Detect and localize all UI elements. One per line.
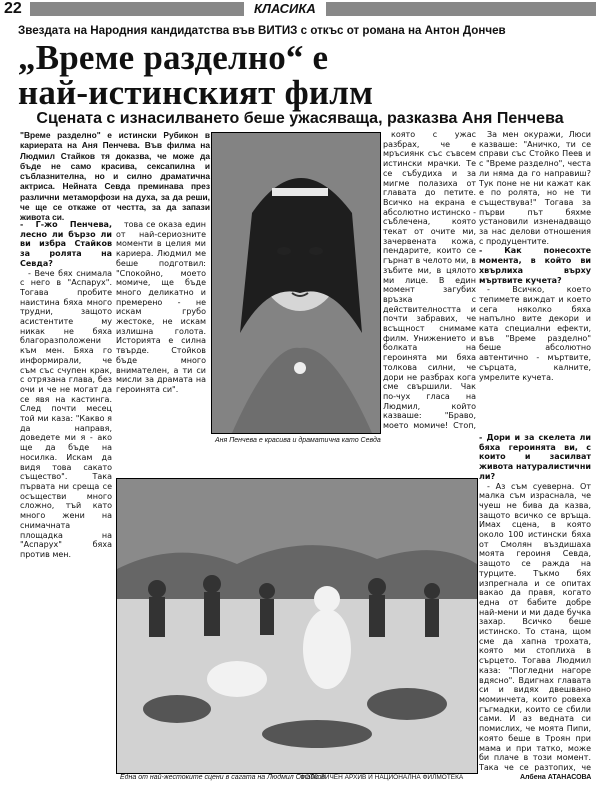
paragraph: - Всичко, което тепимете виждат и което сега няколко бяха напълно вите декори и ката специални ефекти, във "Време разделно" беше абсолютно автентично - мъртвите, сърцата, калните, умрелите кучета.: [479, 285, 591, 382]
paragraph: За мен окуражи, Люси казваше: "Аничко, ти се справи със Стойко Пеев и с "Време разделно", честа ли няма да го направиш? Тук поне не ни кажат как е по ролята, но не ти съществува!" Тогава за първи път бяхме установили изненадващо за нас делови отношения с продуцентите.: [479, 130, 591, 246]
section-label: КЛАСИКА: [244, 0, 326, 17]
headline-line-2: най-истинският филм: [18, 73, 374, 112]
photo-caption-top: Аня Пенчева е красива и драматична като Севда: [215, 437, 381, 444]
text-column-4-top: [383, 130, 476, 430]
photo-credit: ФОТО ЛИЧЕН АРХИВ И НАЦИОНАЛНА ФИЛМОТЕКА: [300, 774, 464, 781]
interview-question: - Дори и за скелета ли бяха героинята ви, с които и засилват живота натуралистични ли?: [479, 433, 591, 481]
article-kicker: Звездата на Народния кандидатства във ВИТИЗ с откъс от романа на Антон Дончев: [18, 24, 506, 37]
text-column-5-top: [479, 130, 591, 430]
photo-anya-penchova-as-sevda: [211, 132, 381, 434]
author-byline: Албена АТАНАСОВА: [520, 774, 592, 781]
paragraph: - Аз съм суеверна. От малка съм израснала, че чуеш не бива да казва, защото всичко се връща. Имах сцена, в която около 100 истински бяха от Смолян въздишаха моята героиня Севда, защото се ражда на турците. Тъкмо бях изпрегнала и се опитах вакао да правя, когато една от бабите добре най-мени и ми даде бучка захар. Всичко беше истинско. То стана, щом сме да хапна трохата, която ми стоплиха в сърцето. Тогава Людмил каза: "Погледни нагоре вдясно". Вдигнах главата си и видях двешвано моминчета, които ровеха гъгмадки, които се сбили сами. И аз ведната си помислих, че моята Пипи, която беше в Троян при мама и при татко, може би плаче в този момент. Така че се разтопих, че: [479, 481, 591, 772]
portrait-image: [212, 133, 380, 433]
article-subhead: Сцената с изнасилването беше ужасяваща, разказва Аня Пенчева: [36, 110, 564, 127]
text-column-2: [116, 220, 206, 472]
interview-question: - Как понесохте моментa, в който ви хвърлиха върху мъртвите кучета?: [479, 246, 591, 285]
paragraph: която с ужас разбрах, че е мръсиянк със съвсем истински мрачки. Те се събудиха и за мигме полазиха от главата до петите. Всичко на екрана е абсолютно истинско - съблечена, която текат от очите ми, зачервената кожа, пендарите, които се гърнат в челото ми, в зъбите ми, в цялото ми лице. В един момент загубих връзка с действителността и почти забравих, че всъщност снимаме филм. Унижението и болката на героинята ми бяха толкова силни, че дори не разбрах кога сме свършили. Чак по-чух гласа на Людмил, който казваше: "Браво, моето момиче! Стоп,: [383, 130, 476, 430]
text-column-1: [20, 220, 112, 580]
paragraph: - Вече бях снимала с него в "Аспарух". Тогава пробите наистина бяха много трудни, защото асистентите му никак не бяха благоразположени към мен. Бяха го информирали, че съм със счупен крак, с отрязана глава, без очи и че не могат да се явя на кастинга. След почти месец той ми каза: "Какво я да направя, доведете ми я - ако ще да бъде на носилка. Искам да видя това сакато същество". Така първата ни среща се осъществи много сложно, тъй като много жени на снимачната площадка на "Аспарух" бяха против мен.: [20, 268, 112, 559]
film-scene-image: [117, 479, 477, 773]
photo-caption-bottom: Една от най-жестоките сцени в сагата на Людмил Стайков: [120, 774, 326, 781]
photo-film-scene: [116, 478, 478, 774]
text-column-5-bottom: [479, 433, 591, 773]
interview-question: - Г-жо Пенчева, лесно ли бързо ли ви избра Стайков за ролята на Севда?: [20, 220, 112, 268]
headline-line-1: „Време разделно“ е: [18, 38, 329, 77]
article-lead: "Време разделно" е истински Рубикон в кариерата на Аня Пенчева. Във филма на Людмил Стайков тя доказва, че може да бъде не само красива, сексапилна и съблазнителна, но и силно драматична актриса. Нейната Севда преминава през различни метаморфози на духа, за да реши, че ще се откаже от честта, за да запази живота си.: [20, 130, 210, 223]
paragraph: това се оказа един от най-сериозните моменти в целия ми кариера. Людмил ме беше подготвил: "Спокойно, моето момиче, ще бъде много деликатно и премерено - не искам грубо жестоке, не искам излишна голота. Историята е силна твърде. Стойков бъде много внимателен, а ти си мисли за драмата на героинята си".: [116, 220, 206, 394]
article-headline: [18, 40, 598, 110]
page-number: 22: [4, 0, 22, 17]
